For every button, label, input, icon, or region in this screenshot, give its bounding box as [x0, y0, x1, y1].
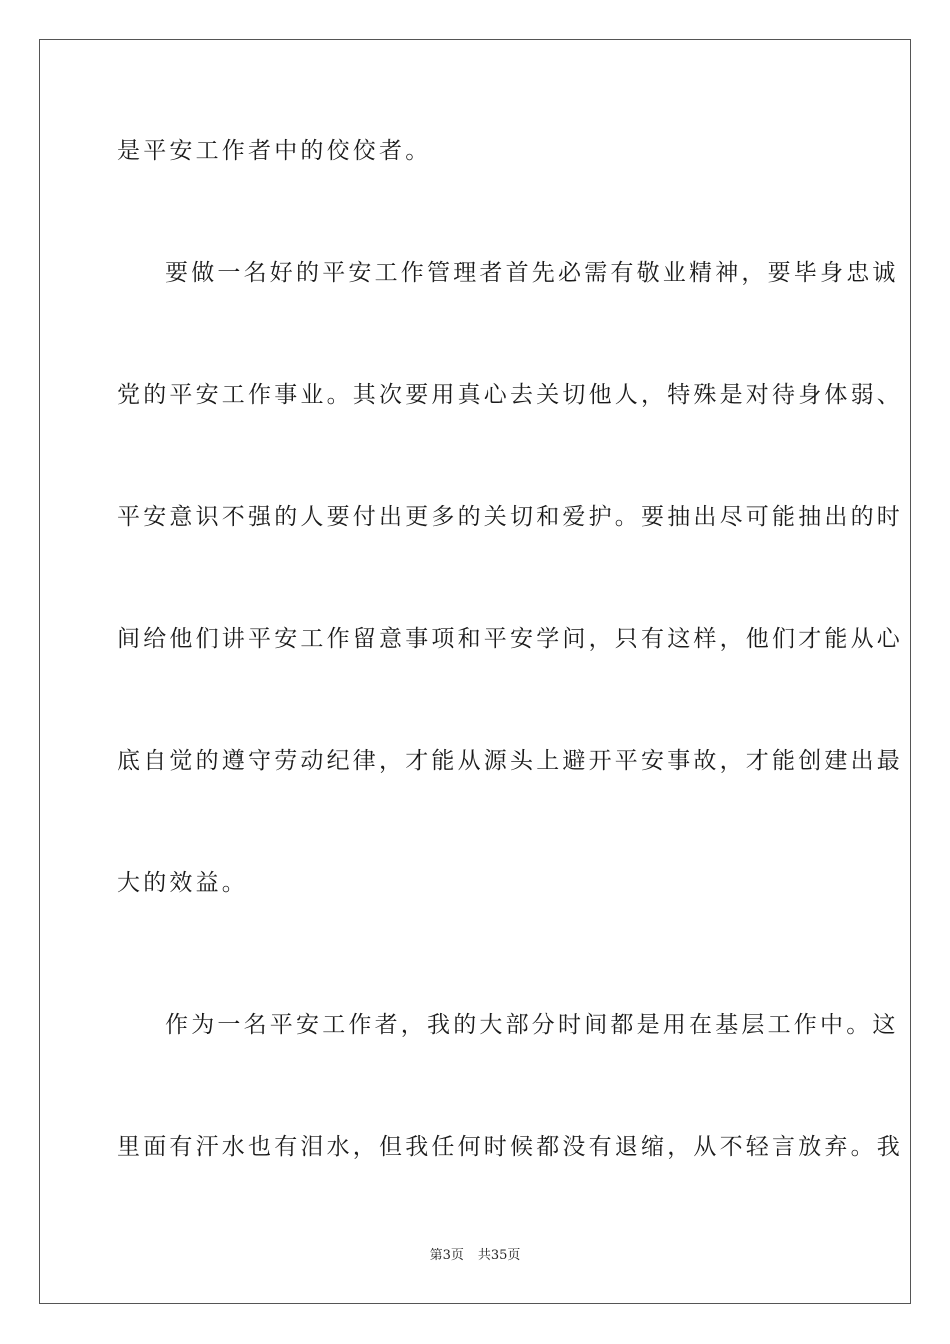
text-line-2: 要做一名好的平安工作管理者首先必需有敬业精神，要毕身忠诚 [165, 260, 899, 286]
text-line-4: 平安意识不强的人要付出更多的关切和爱护。要抽出尽可能抽出的时 [117, 504, 903, 530]
text-line-8: 作为一名平安工作者，我的大部分时间都是用在基层工作中。这 [165, 1012, 899, 1038]
page-border [39, 39, 911, 1304]
page-footer [0, 1247, 950, 1265]
text-line-6: 底自觉的遵守劳动纪律，才能从源头上避开平安事故，才能创建出最 [117, 748, 903, 774]
text-line-9: 里面有汗水也有泪水，但我任何时候都没有退缩，从不轻言放弃。我 [117, 1134, 903, 1160]
text-line-3: 党的平安工作事业。其次要用真心去关切他人，特殊是对待身体弱、 [117, 382, 903, 408]
page-total: 共35页 [477, 1248, 521, 1263]
page-number: 第3页 [429, 1248, 464, 1263]
text-line-5: 间给他们讲平安工作留意事项和平安学问，只有这样，他们才能从心 [117, 626, 903, 652]
text-line-7: 大的效益。 [117, 870, 248, 896]
text-line-1: 是平安工作者中的佼佼者。 [117, 138, 432, 164]
